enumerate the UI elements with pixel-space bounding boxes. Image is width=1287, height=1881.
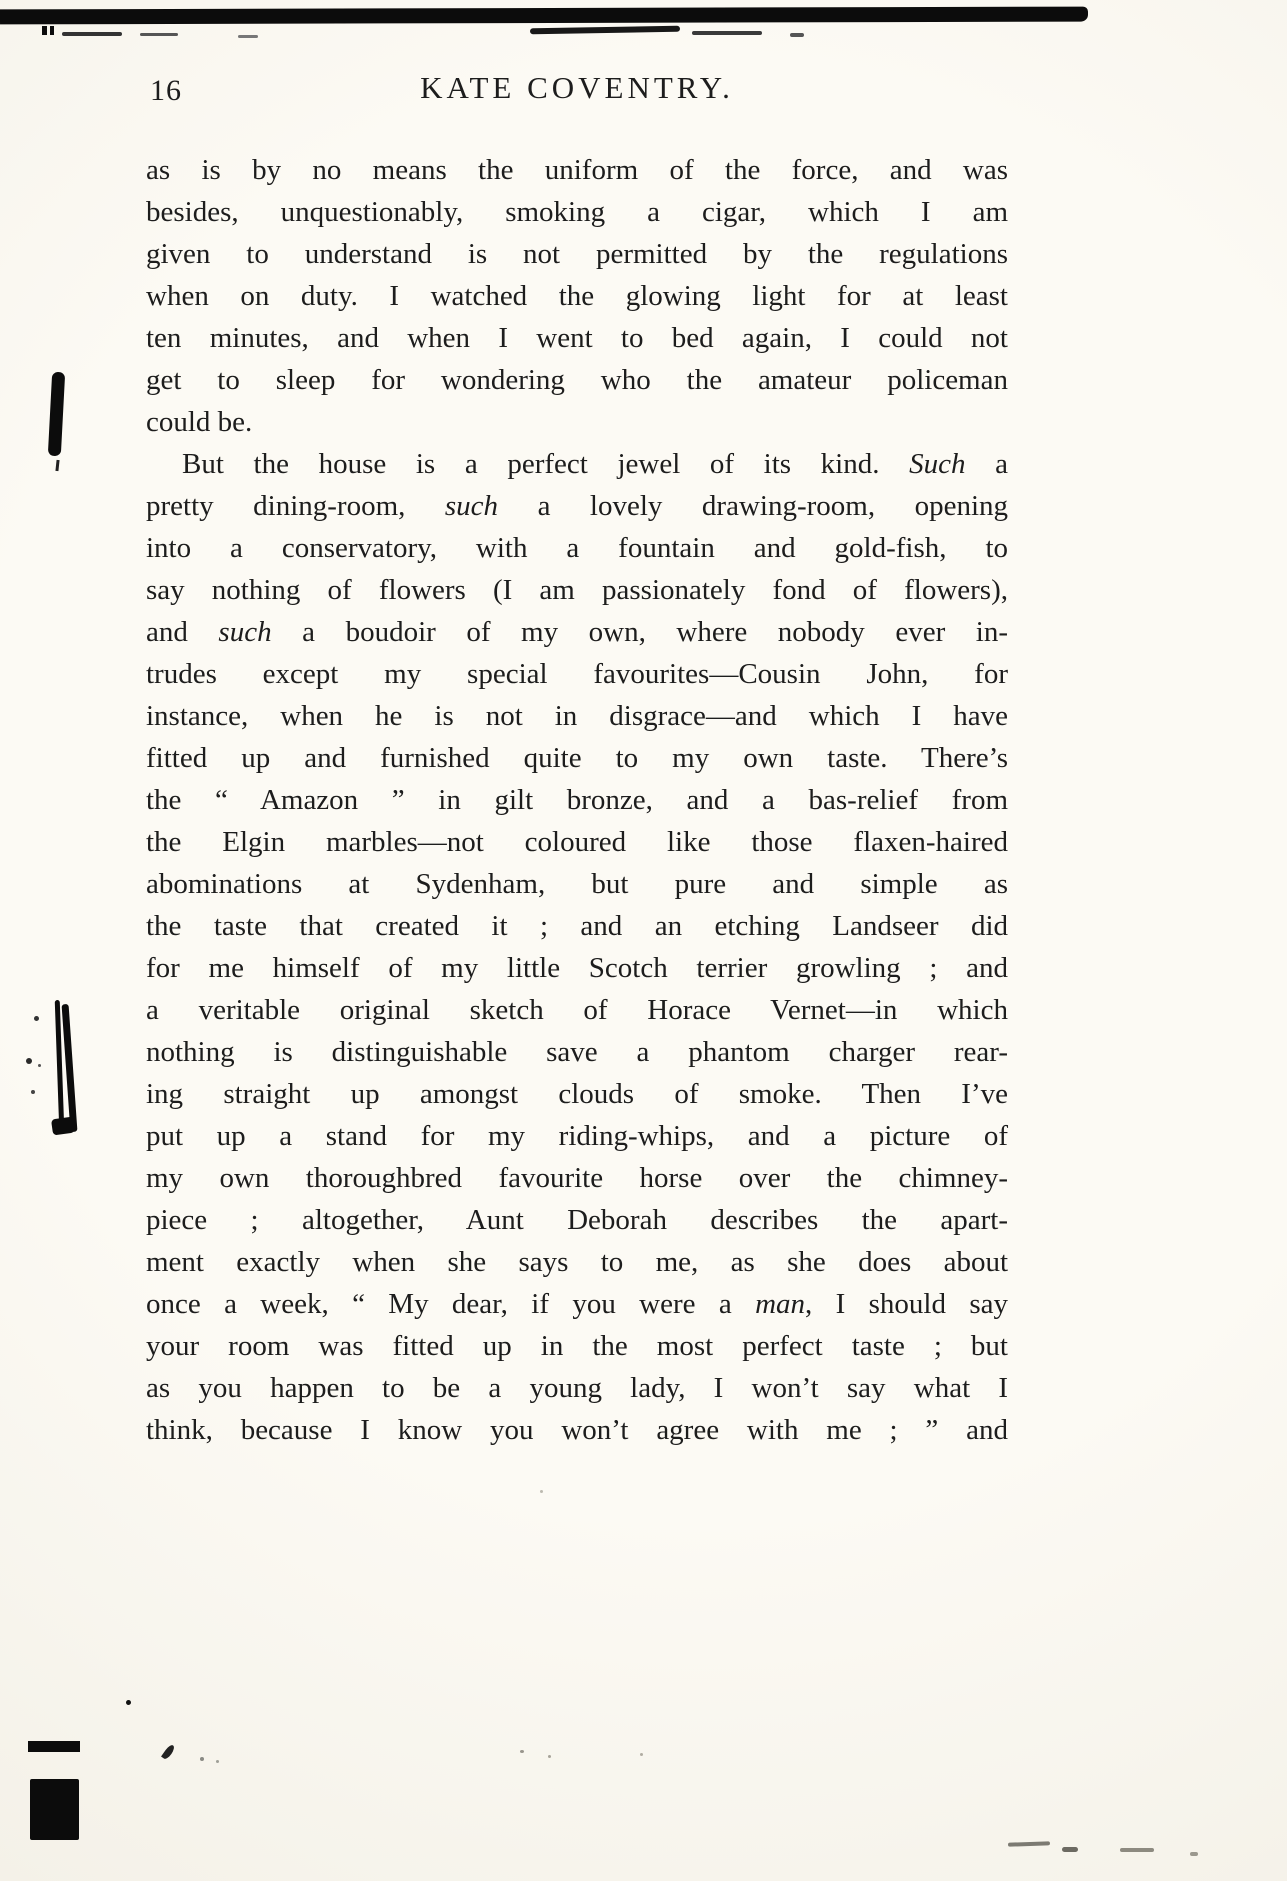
text-segment: put up a stand for my riding-whips, and a picture of — [146, 1120, 1008, 1152]
text-segment: abominations at Sydenham, but pure and simple as — [146, 868, 1008, 900]
text-segment: for me himself of my little Scotch terrier growling ; and — [146, 952, 1008, 984]
scan-dash-artifact — [530, 26, 680, 35]
scan-dash-artifact — [790, 33, 804, 37]
scan-dash-artifact — [62, 32, 122, 36]
italic-text: such — [218, 616, 272, 648]
text-line — [146, 1115, 1008, 1157]
text-line — [146, 695, 1008, 737]
italic-text: such — [444, 490, 499, 522]
scan-tick-artifact — [42, 26, 47, 35]
text-segment: the “ Amazon ” in gilt bronze, and a bas-relief from — [146, 784, 1008, 816]
paragraph — [146, 149, 1008, 443]
text-segment: and — [146, 616, 219, 648]
scan-dash-artifact — [238, 35, 258, 38]
text-segment: , I should say — [805, 1288, 1008, 1320]
scan-top-bar-artifact — [0, 7, 1088, 25]
text-line — [146, 905, 1008, 947]
text-line — [146, 443, 1008, 485]
text-line — [146, 191, 1008, 233]
text-segment: once a week, “ My dear, if you were a — [146, 1288, 756, 1320]
ink-dot-artifact — [34, 1016, 39, 1021]
ink-dot-artifact — [26, 1058, 32, 1064]
text-segment: piece ; altogether, Aunt Deborah describes the apart- — [146, 1204, 1008, 1236]
text-segment: But the house is a perfect jewel of its kind. — [182, 448, 910, 480]
ink-stroke-artifact — [62, 1004, 78, 1132]
ink-dot-artifact — [38, 1064, 41, 1067]
text-line — [146, 989, 1008, 1031]
text-segment: say nothing of flowers (I am passionately fond of flowers), — [146, 574, 1008, 606]
speck-artifact — [200, 1757, 204, 1761]
ink-dot-artifact — [126, 1700, 131, 1705]
text-line — [146, 1073, 1008, 1115]
speck-artifact — [548, 1755, 551, 1758]
text-line — [146, 863, 1008, 905]
text-line — [146, 653, 1008, 695]
text-segment: a lovely drawing-room, opening — [498, 490, 1008, 522]
page-title: KATE COVENTRY. — [420, 70, 734, 105]
text-line — [146, 779, 1008, 821]
text-segment: get to sleep for wondering who the amateur policeman — [146, 364, 1008, 396]
text-line — [146, 737, 1008, 779]
text-line — [146, 359, 1008, 401]
italic-text: Such — [909, 448, 966, 480]
text-segment: the Elgin marbles—not coloured like those flaxen-haired — [146, 826, 1008, 858]
page-number: 16 — [150, 74, 182, 107]
text-line — [146, 1199, 1008, 1241]
text-line — [146, 1031, 1008, 1073]
body-text — [146, 149, 1008, 1451]
text-segment: given to understand is not permitted by the regulations — [146, 238, 1008, 270]
ink-tail-artifact — [55, 460, 59, 471]
speck-artifact — [640, 1753, 643, 1756]
text-segment: as you happen to be a young lady, I won’t say what I — [146, 1372, 1008, 1404]
text-line — [146, 569, 1008, 611]
text-segment: fitted up and furnished quite to my own taste. There’s — [146, 742, 1008, 774]
text-segment: nothing is distinguishable save a phantom charger rear- — [146, 1036, 1008, 1068]
text-segment: besides, unquestionably, smoking a cigar, which I am — [146, 196, 1008, 228]
text-segment: the taste that created it ; and an etching Landseer did — [146, 910, 1008, 942]
text-line — [146, 1157, 1008, 1199]
text-line — [146, 1325, 1008, 1367]
text-segment: ing straight up amongst clouds of smoke. Then I’ve — [146, 1078, 1008, 1110]
text-segment: my own thoroughbred favourite horse over the chimney- — [146, 1162, 1008, 1194]
speck-artifact — [540, 1490, 543, 1493]
speck-artifact — [520, 1750, 524, 1753]
text-line — [146, 821, 1008, 863]
text-segment: ten minutes, and when I went to bed again, I could not — [146, 322, 1008, 354]
text-line — [146, 233, 1008, 275]
smudge-artifact — [1120, 1848, 1154, 1852]
scan-tick-artifact — [50, 26, 54, 35]
text-segment: into a conservatory, with a fountain and gold-fish, to — [146, 532, 1008, 564]
text-line — [146, 485, 1008, 527]
text-segment: ment exactly when she says to me, as she does about — [146, 1246, 1008, 1278]
text-segment: trudes except my special favourites—Cousin John, for — [146, 658, 1008, 690]
text-line — [146, 527, 1008, 569]
text-line — [146, 149, 1008, 191]
scan-dash-artifact — [692, 31, 762, 35]
text-segment: when on duty. I watched the glowing light for at least — [146, 280, 1008, 312]
ink-dot-artifact — [31, 1090, 35, 1094]
ink-blob-artifact — [48, 372, 65, 457]
text-line — [146, 317, 1008, 359]
smudge-artifact — [1008, 1841, 1050, 1846]
corner-block-artifact — [30, 1779, 79, 1840]
text-line — [146, 947, 1008, 989]
text-line — [146, 611, 1008, 653]
text-line — [146, 1283, 1008, 1325]
text-line — [146, 1367, 1008, 1409]
text-segment: could be. — [146, 406, 253, 438]
ink-smudge-artifact — [51, 1117, 75, 1136]
pen-flourish-artifact — [161, 1743, 176, 1760]
scan-dash-artifact — [140, 33, 178, 36]
text-segment: as is by no means the uniform of the force, and was — [146, 154, 1008, 186]
text-line — [146, 401, 1008, 443]
text-line — [146, 1241, 1008, 1283]
corner-bar-artifact — [28, 1741, 80, 1752]
text-segment: a boudoir of my own, where nobody ever in- — [271, 616, 1008, 648]
text-segment: pretty dining-room, — [146, 490, 445, 522]
text-line — [146, 1409, 1008, 1451]
italic-text: man — [755, 1288, 806, 1320]
text-segment: think, because I know you won’t agree with me ; ” and — [146, 1414, 1008, 1446]
page-header — [146, 70, 1008, 116]
text-line — [146, 275, 1008, 317]
text-segment: instance, when he is not in disgrace—and which I have — [146, 700, 1008, 732]
text-segment: a veritable original sketch of Horace Vernet—in which — [146, 994, 1008, 1026]
paragraph — [146, 443, 1008, 1451]
speck-artifact — [216, 1760, 219, 1763]
text-segment: a — [965, 448, 1008, 480]
smudge-artifact — [1190, 1852, 1198, 1856]
smudge-artifact — [1062, 1847, 1078, 1852]
text-segment: your room was fitted up in the most perfect taste ; but — [146, 1330, 1008, 1362]
